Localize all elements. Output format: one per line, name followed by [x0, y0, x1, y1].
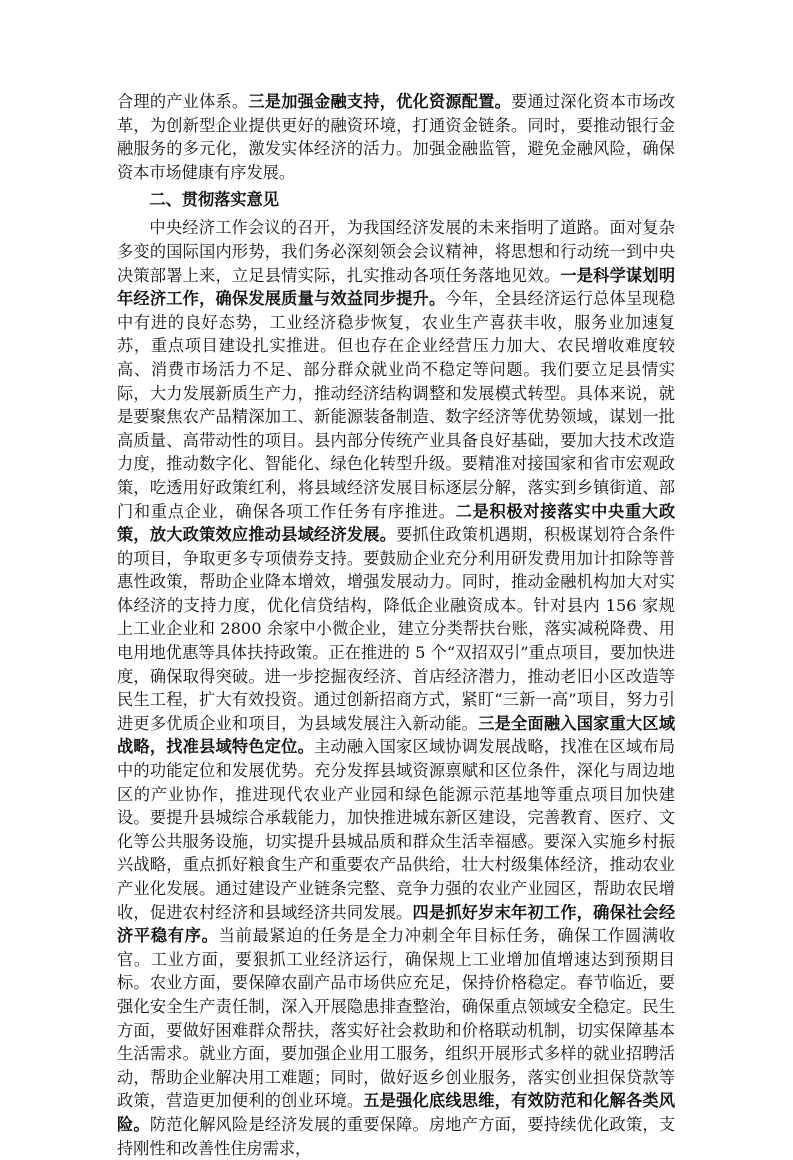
- paragraph-text: 要通过深化资本市场改革，为创新型企业提供更好的融资环境，打通资金链条。同时，要推动银行金融服务的多元化，激发实体经济的活力。加强金融监管，避免金融风险，确保资本市场健康有序发展。: [117, 92, 676, 182]
- bold-point-three: 三是加强金融支持，优化资源配置。: [248, 92, 512, 111]
- bold-point-two: 二是积极对接落实中央重大政策，放大政策效应推动县域经济发展。: [117, 501, 676, 545]
- paragraph-text: 中央经济工作会议的召开，为我国经济发展的未来指明了道路。面对复杂多变的国际国内形势，我们务必深刻领会会议精神，将思想和行动统一到中央决策部署上来，立足县情实际，扎实推动各项任务落地见效。: [117, 218, 675, 285]
- bold-point-four: 四是抓好岁末年初工作，确保社会经济平稳有序。: [117, 902, 676, 946]
- paragraph-text: 防范化解风险是经济发展的重要保障。房地产方面，要持续优化政策，支持刚性和改善性住房需求，: [117, 1114, 676, 1158]
- paragraph-implementation: [117, 216, 675, 1160]
- paragraph-text: 今年，全县经济运行总体呈现稳中有进的良好态势，工业经济稳步恢复，农业生产喜获丰收，服务业加速复苏，重点项目建设扎实推进。但也存在企业经营压力加大、农民增收难度较高、消费市场活力不足、部分群众就业尚不稳定等问题。我们要立足县情实际，大力发展新质生产力，推动经济结构调整和发展模式转型。具体来说，就是要聚焦农产品精深加工、新能源装备制造、数字经济等优势领域，谋划一批高质量、高带动性的项目。县内部分传统产业具备良好基础，要加大技术改造力度，推动数字化、智能化、绿色化转型升级。要精准对接国家和省市宏观政策，吃透用好政策红利，将县域经济发展目标逐层分解，落实到乡镇街道、部门和重点企业，确保各项工作任务有序推进。: [117, 289, 676, 521]
- document-page: [117, 90, 675, 1160]
- bold-point-five: 五是强化底线思维，有效防范和化解各类风险。: [117, 1091, 676, 1134]
- section-heading: 二、贯彻落实意见: [149, 190, 279, 210]
- paragraph-text: 要抓住政策机遇期，积极谋划符合条件的项目，争取更多专项债券支持。要鼓励企业充分利用研发费用加计扣除等普惠性政策，帮助企业降本增效，增强发展动力。同时，推动金融机构加大对实体经济的支持力度，优化信贷结构，降低企业融资成本。针对县内 156 家规上工业企业和 2800 余家中小微企业，建立分类帮扶台账，落实减税降费、用电用地优惠等具体扶持政策。正在推进的 5 个“双招双引”重点项目，要加快进度，确保取得突破。进一步挖掘夜经济、首店经济潜力，推动老旧小区改造等民生工程，扩大有效投资。通过创新招商方式，紧盯“三新一高”项目，努力引进更多优质企业和项目，为县域发展注入新动能。: [117, 525, 676, 733]
- paragraph-text: 主动融入国家区域协调发展战略，找准在区域布局中的功能定位和发展优势。充分发挥县域资源禀赋和区位条件，深化与周边地区的产业协作，推进现代农业产业园和绿色能源示范基地等重点项目加快建设。要提升县城综合承载能力，加快推进城东新区建设，完善教育、医疗、文化等公共服务设施，切实提升县城品质和群众生活幸福感。要深入实施乡村振兴战略，重点抓好粮食生产和重要农产品供给，壮大村级集体经济，推动农业产业化发展。通过建设产业链条完整、竞争力强的农业产业园区，帮助农民增收，促进农村经济和县域经济共同发展。: [117, 737, 676, 922]
- paragraph-text: 合理的产业体系。: [117, 92, 249, 111]
- paragraph-financial-support: [117, 90, 675, 184]
- bold-point-one: 一是科学谋划明年经济工作，确保发展质量与效益同步提升。: [117, 265, 676, 309]
- paragraph-text: 当前最紧迫的任务是全力冲刺全年目标任务，确保工作圆满收官。工业方面，要狠抓工业经济运行，确保规上工业增加值增速达到预期目标。农业方面，要保障农副产品市场供应充足，保持价格稳定。春节临近，要强化安全生产责任制，深入开展隐患排查整治，确保重点领域安全稳定。民生方面，要做好困难群众帮扶，落实好社会救助和价格联动机制，切实保障基本生活需求。就业方面，要加强企业用工服务，组织开展形式多样的就业招聘活动，帮助企业解决用工难题；同时，做好返乡创业服务，落实创业担保贷款等政策，营造更加便利的创业环境。: [117, 926, 676, 1111]
- bold-point-three: 三是全面融入国家重大区域战略，找准县域特色定位。: [117, 713, 676, 757]
